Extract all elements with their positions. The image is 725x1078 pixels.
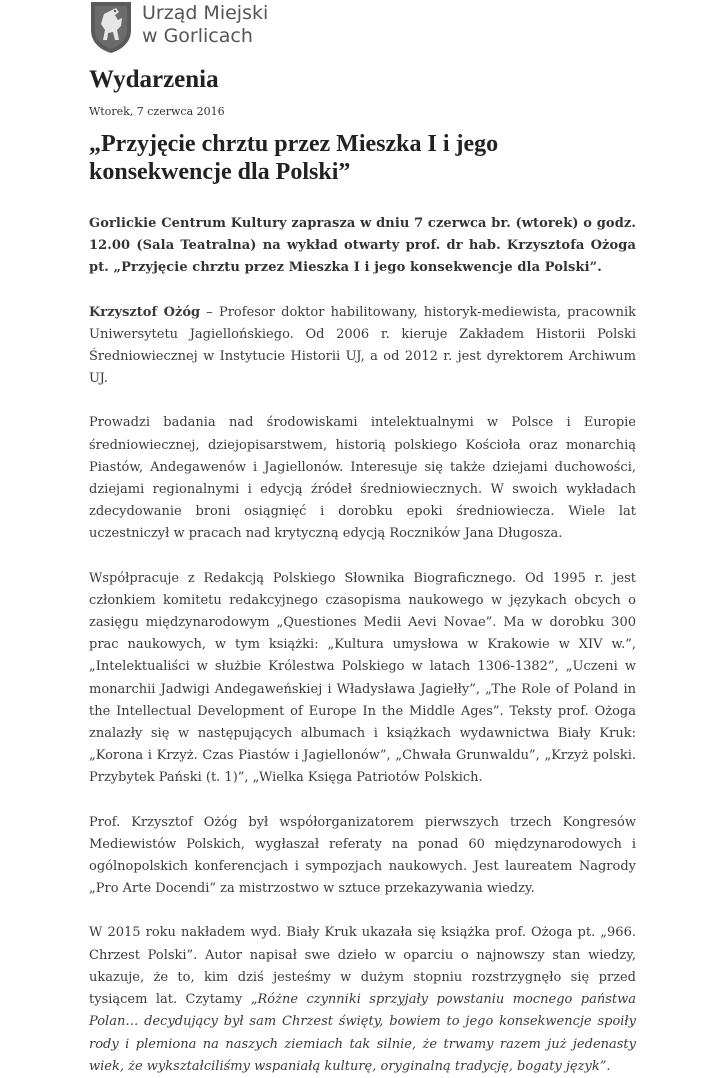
paragraph-book-text: W 2015 roku nakładem wyd. Biały Kruk ukazała się książka prof. Ożoga pt. „966. Chrzest Polski”. Autor napisał swe dzieło w oparciu o najnowszy stan wiedzy, ukazuje, że to, kim dziś jesteśmy w dużym stopniu rozstrzygnęło się przed tysiącem lat. Czytamy — [89, 925, 636, 1008]
brand-line-2: w Gorlicach — [142, 25, 253, 47]
section-title: Wydarzenia — [89, 66, 219, 93]
paragraph-book — [89, 922, 636, 1077]
paragraph-congresses: Prof. Krzysztof Ożóg był współorganizatorem pierwszych trzech Kongresów Mediewistów Polskich, wygłaszał referaty na ponad 60 międzynarodowych i ogólnopolskich konferencjach i sympozjach naukowych. Jest laureatem Nagrody „Pro Arte Docendi” za mistrzostwo w sztuce przekazywania wiedzy. — [89, 814, 636, 897]
site-header — [89, 0, 268, 56]
paragraph-bio-text: – Profesor doktor habilitowany, historyk-mediewista, pracownik Uniwersytetu Jagiellońskiego. Od 2006 r. kieruje Zakładem Historii Polski Średniowiecznej w Instytucie Historii UJ, a od 2012 r. jest dyrektorem Archiwum UJ. — [89, 304, 637, 387]
paragraph-bio — [89, 302, 636, 391]
article-lead: Gorlickie Centrum Kultury zaprasza w dniu 7 czerwca br. (wtorek) o godz. 12.00 (Sala Teatralna) na wykład otwarty prof. dr hab. Krzysztofa Ożoga pt. „Przyjęcie chrztu przez Mieszka I i jego konsekwencje dla Polski”. — [89, 216, 636, 276]
article-date: Wtorek, 7 czerwca 2016 — [89, 105, 225, 118]
article-container — [89, 60, 636, 1078]
brand-name[interactable] — [142, 2, 268, 48]
paragraph-publications: Współpracuje z Redakcją Polskiego Słownika Biograficznego. Od 1995 r. jest członkiem komitetu redakcyjnego czasopisma naukowego w językach obcych o zasięgu międzynarodowym „Questiones Medii Aevi Novae”. Ma w dorobku 300 prac naukowych, w tym książki: „Kultura umysłowa w Krakowie w XIV w.”, „Intelektualiści w służbie Królestwa Polskiego w latach 1306-1382”, „Uczeni w monarchii Jadwigi Andegaweńskiej i Władysława Jagiełły”, „The Role of Poland in the Intellectual Development of Europe In the Middle Ages”. Teksty prof. Ożoga znalazły się w następujących albumach i książkach wydawnictwa Biały Kruk: „Korona i Krzyż. Czas Piastów i Jagiellonów”, „Chwała Grunwaldu”, „Krzyż polski. Przybytek Pański (t. 1)”, „Wielka Księga Patriotów Polskich. — [89, 570, 636, 786]
coat-of-arms-icon[interactable] — [89, 0, 133, 54]
brand-line-1: Urząd Miejski — [142, 2, 269, 24]
book-quote: „Różne czynniki sprzyjały powstaniu mocnego państwa Polan… decydujący był sam Chrzest święty, bowiem to jego konsekwencje spoiły rody i plemiona na naszych ziemiach tak silnie, że trwamy razem już jedenasty wiek, że wykształciliśmy wspaniałą kulturę, oryginalną tradycję, bogaty język”. — [89, 992, 636, 1074]
article-title: „Przyjęcie chrztu przez Mieszka I i jego konsekwencje dla Polski” — [89, 131, 499, 185]
author-name: Krzysztof Ożóg — [89, 304, 201, 320]
paragraph-research: Prowadzi badania nad środowiskami intelektualnymi w Polsce i Europie średniowiecznej, dziejopisarstwem, historią polskiego Kościoła oraz monarchią Piastów, Andegawenów i Jagiellonów. Interesuje się także dziejami duchowości, dziejami regionalnymi i edycją źródeł średniowiecznych. W swoich wykładach zdecydowanie broni osiągnięć i dorobku epoki średniowiecza. Wiele lat uczestniczył w pracach nad krytyczną edycją Roczników Jana Długosza. — [89, 415, 636, 542]
